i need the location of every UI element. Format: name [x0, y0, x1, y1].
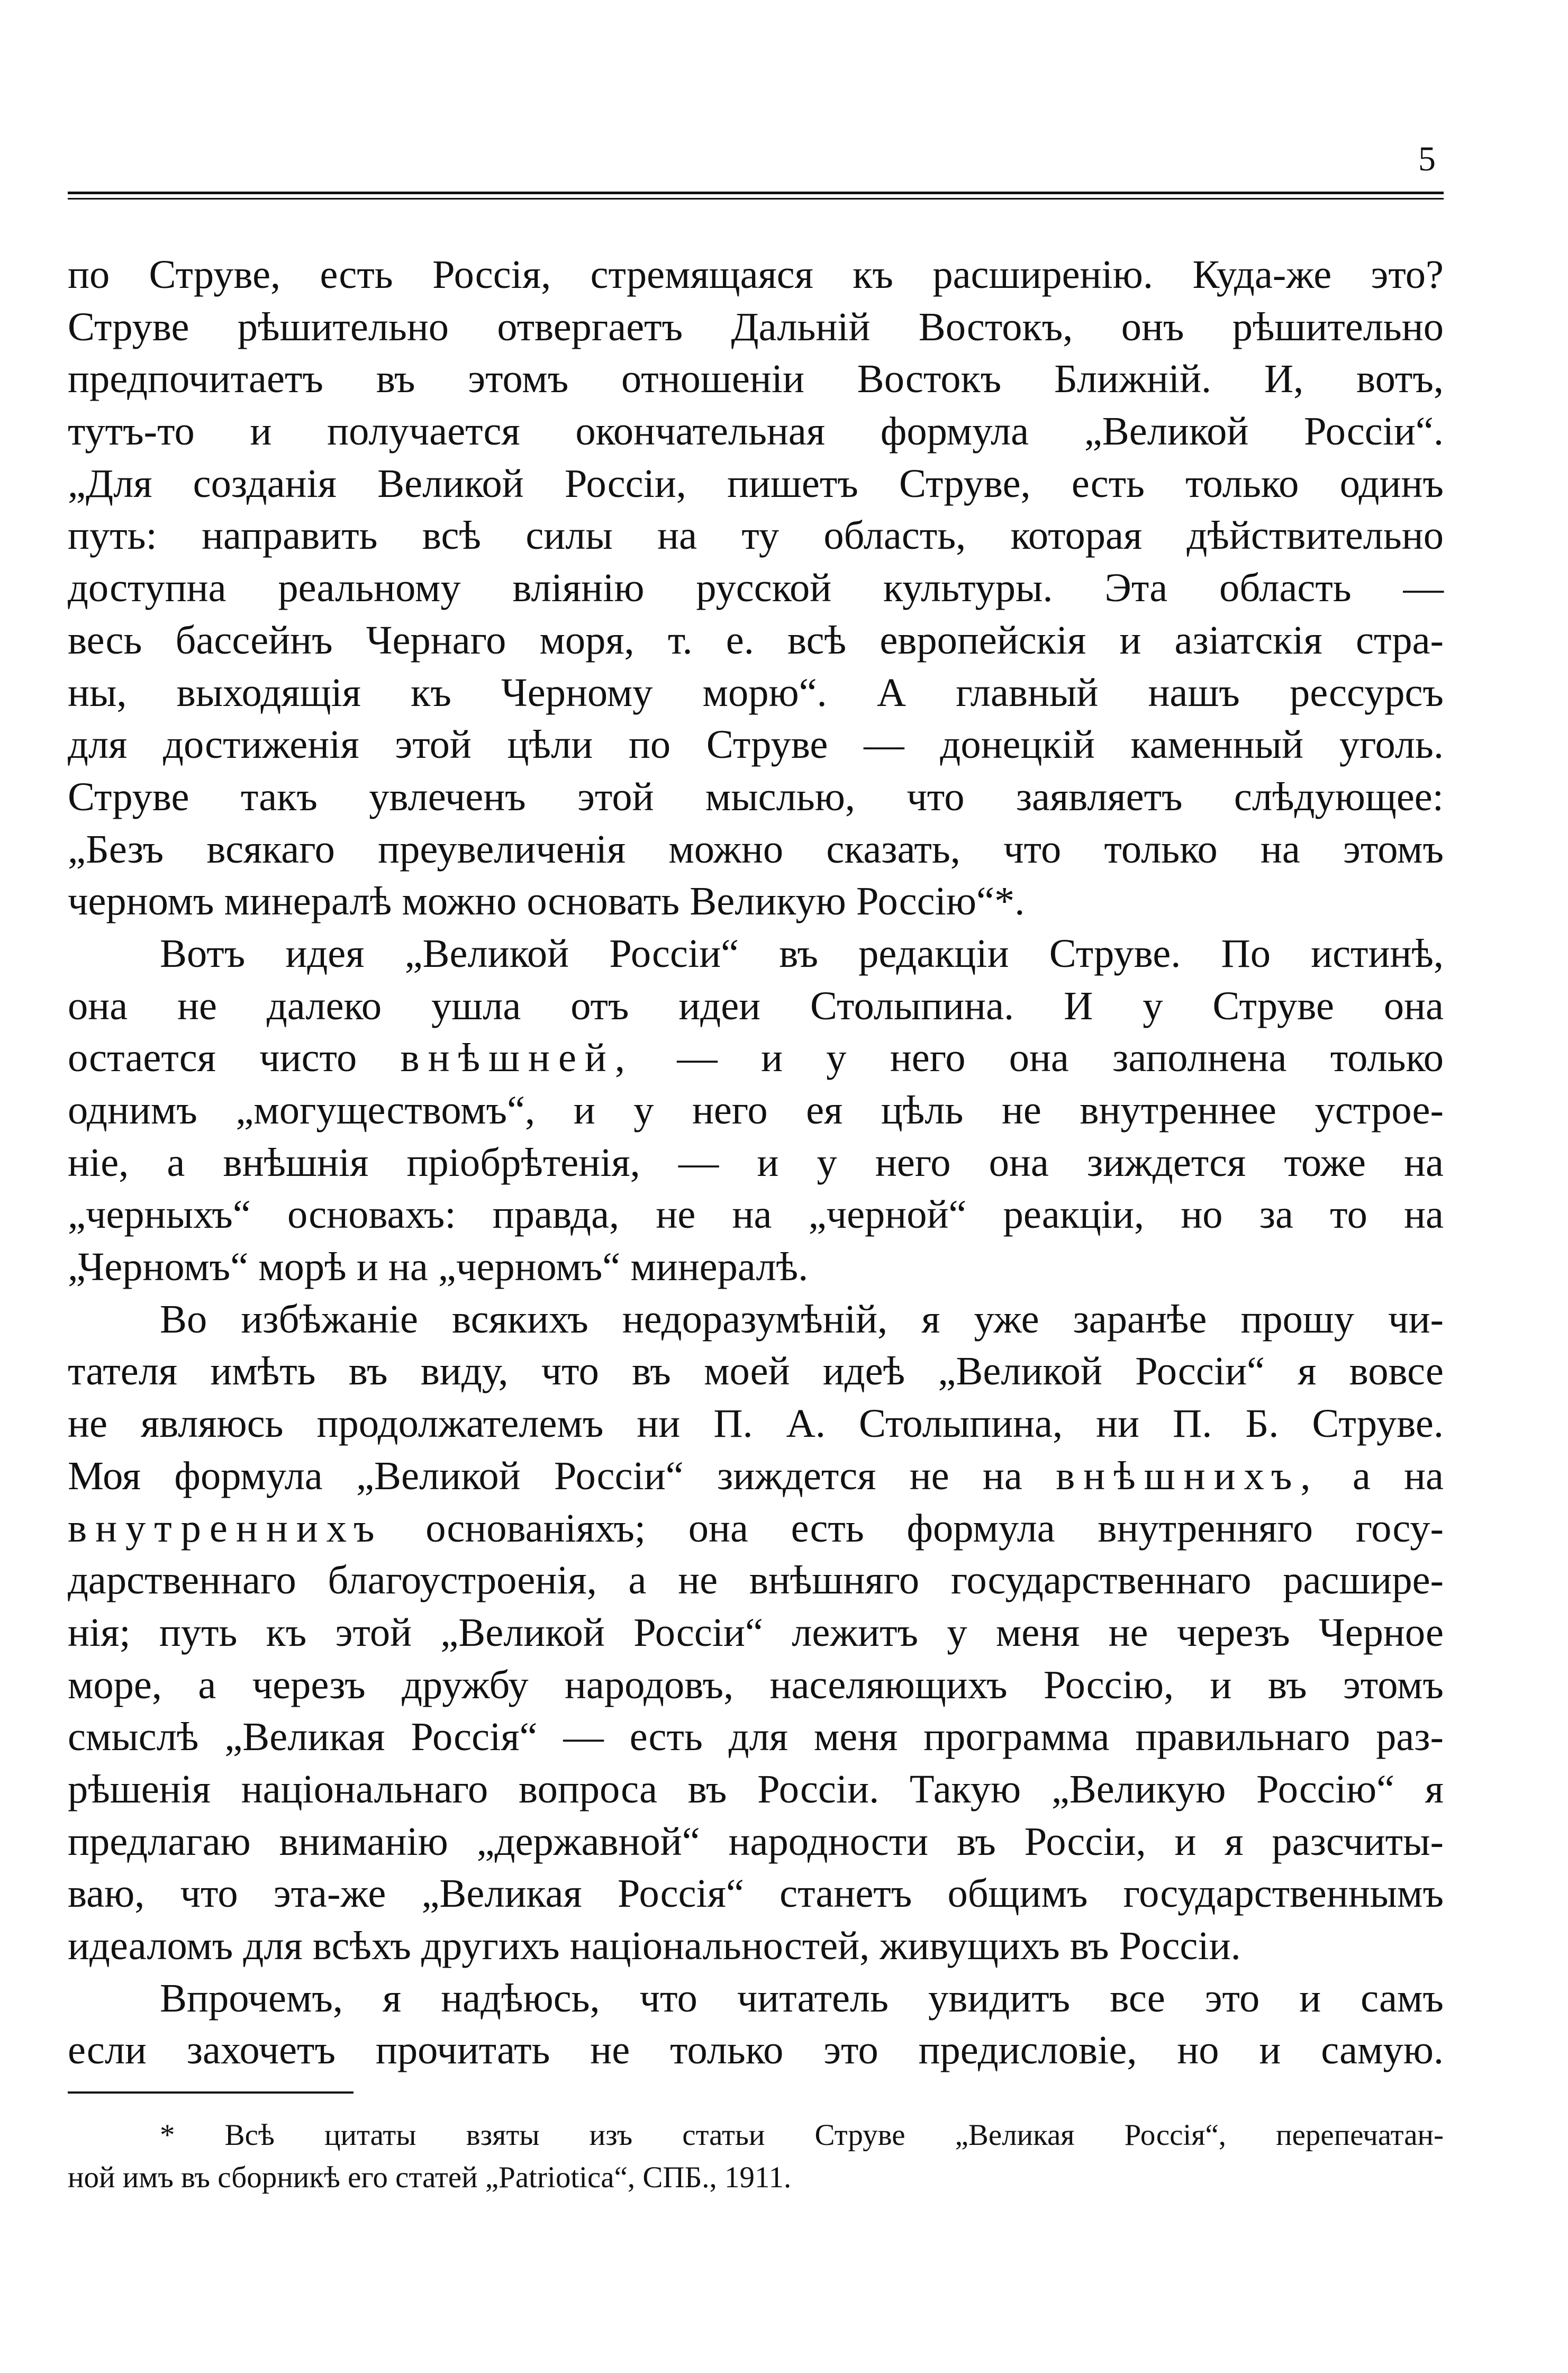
text-line: смыслѣ „Великая Россія“ — есть для меня программа правильнаго раз-: [68, 1714, 1444, 1760]
text-line: рѣшенія національнаго вопроса въ Россіи. Такую „Великую Россію“ я: [68, 1766, 1444, 1812]
text-line: [68, 1502, 1444, 1555]
text-line: предлагаю вниманію „державной“ народности въ Россіи, и я разсчиты-: [68, 1818, 1444, 1864]
text-line: [68, 1032, 1444, 1084]
text-line: Впрочемъ, я надѣюсь, что читатель увидитъ все это и самъ: [160, 1975, 1444, 2021]
text-line: тутъ-то и получается окончательная формула „Великой Россіи“.: [68, 409, 1444, 454]
text-fragment: а на: [1352, 1453, 1444, 1498]
text-fragment: Моя формула „Великой Россіи“ зиждется не на: [68, 1453, 1022, 1498]
text-line: „Черномъ“ морѣ и на „черномъ“ минералѣ.: [68, 1244, 809, 1290]
text-fragment: — и у него она заполнена только: [677, 1035, 1444, 1081]
header-rule: [68, 192, 1444, 194]
text-fragment: основаніяхъ; она есть формула внутренняго госу-: [425, 1505, 1444, 1551]
text-line: для достиженія этой цѣли по Струве — донецкій каменный уголь.: [68, 722, 1444, 767]
text-line: идеаломъ для всѣхъ другихъ національностей, живущихъ въ Россіи.: [68, 1923, 1241, 1968]
text-line: предпочитаетъ въ этомъ отношеніи Востокъ Ближній. И, вотъ,: [68, 356, 1444, 402]
text-fragment: остается чисто: [68, 1035, 357, 1081]
text-line: Струве такъ увлеченъ этой мыслью, что заявляетъ слѣдующее:: [68, 774, 1444, 819]
footnote-line: * Всѣ цитаты взяты изъ статьи Струве „Великая Россія“, перепечатан-: [160, 2118, 1444, 2152]
text-line: [68, 1450, 1444, 1502]
header-rule-thin: [68, 198, 1444, 200]
text-line: черномъ минералѣ можно основать Великую Россію“*.: [68, 878, 1025, 924]
text-line: „черныхъ“ основахъ: правда, не на „черной“ реакціи, но за то на: [68, 1192, 1444, 1237]
text-line: нія; путь къ этой „Великой Россіи“ лежитъ у меня не черезъ Черное: [68, 1609, 1444, 1655]
footnote-rule: [68, 2091, 354, 2094]
text-line: ніе, а внѣшнія пріобрѣтенія, — и у него она зиждется тоже на: [68, 1139, 1444, 1185]
emphasis-text: внутреннихъ: [68, 1505, 383, 1551]
page-number: 5: [1418, 140, 1436, 178]
text-line: если захочетъ прочитать не только это предисловіе, но и самую.: [68, 2027, 1444, 2073]
text-line: она не далеко ушла отъ идеи Столыпина. И у Струве она: [68, 983, 1444, 1028]
footnote: [68, 2114, 1444, 2199]
text-line: весь бассейнъ Чернаго моря, т. е. всѣ европейскія и азіатскія стра-: [68, 617, 1444, 663]
text-line: „Для созданія Великой Россіи, пишетъ Струве, есть только одинъ: [68, 460, 1444, 506]
text-line: доступна реальному вліянію русской культуры. Эта область —: [68, 565, 1444, 611]
text-line: путь: направить всѣ силы на ту область, которая дѣйствительно: [68, 513, 1444, 558]
emphasis-text: внѣшнихъ,: [1056, 1453, 1319, 1498]
text-line: однимъ „могуществомъ“, и у него ея цѣль не внутреннее устрое-: [68, 1088, 1444, 1133]
text-line: тателя имѣть въ виду, что въ моей идеѣ „Великой Россіи“ я вовсе: [68, 1348, 1444, 1394]
body-text: [68, 249, 1444, 2077]
text-line: по Струве, есть Россія, стремящаяся къ расширенію. Куда-же это?: [68, 252, 1444, 297]
text-line: ны, выходящія къ Черному морю“. А главный нашъ рессурсъ: [68, 669, 1444, 715]
text-line: Во избѣжаніе всякихъ недоразумѣній, я уже заранѣе прошу чи-: [160, 1296, 1444, 1342]
text-line: не являюсь продолжателемъ ни П. А. Столыпина, ни П. Б. Струве.: [68, 1401, 1444, 1446]
text-line: ваю, что эта-же „Великая Россія“ станетъ общимъ государственнымъ: [68, 1871, 1444, 1916]
text-line: дарственнаго благоустроенія, а не внѣшняго государственнаго расшире-: [68, 1557, 1444, 1603]
text-line: Струве рѣшительно отвергаетъ Дальній Востокъ, онъ рѣшительно: [68, 304, 1444, 349]
emphasis-text: внѣшней,: [400, 1035, 633, 1081]
text-line: „Безъ всякаго преувеличенія можно сказать, что только на этомъ: [68, 826, 1444, 872]
footnote-line: ной имъ въ сборникѣ его статей „Patriotica“, СПБ., 1911.: [68, 2161, 792, 2194]
text-line: море, а черезъ дружбу народовъ, населяющихъ Россію, и въ этомъ: [68, 1662, 1444, 1707]
text-line: Вотъ идея „Великой Россіи“ въ редакціи Струве. По истинѣ,: [160, 930, 1444, 976]
